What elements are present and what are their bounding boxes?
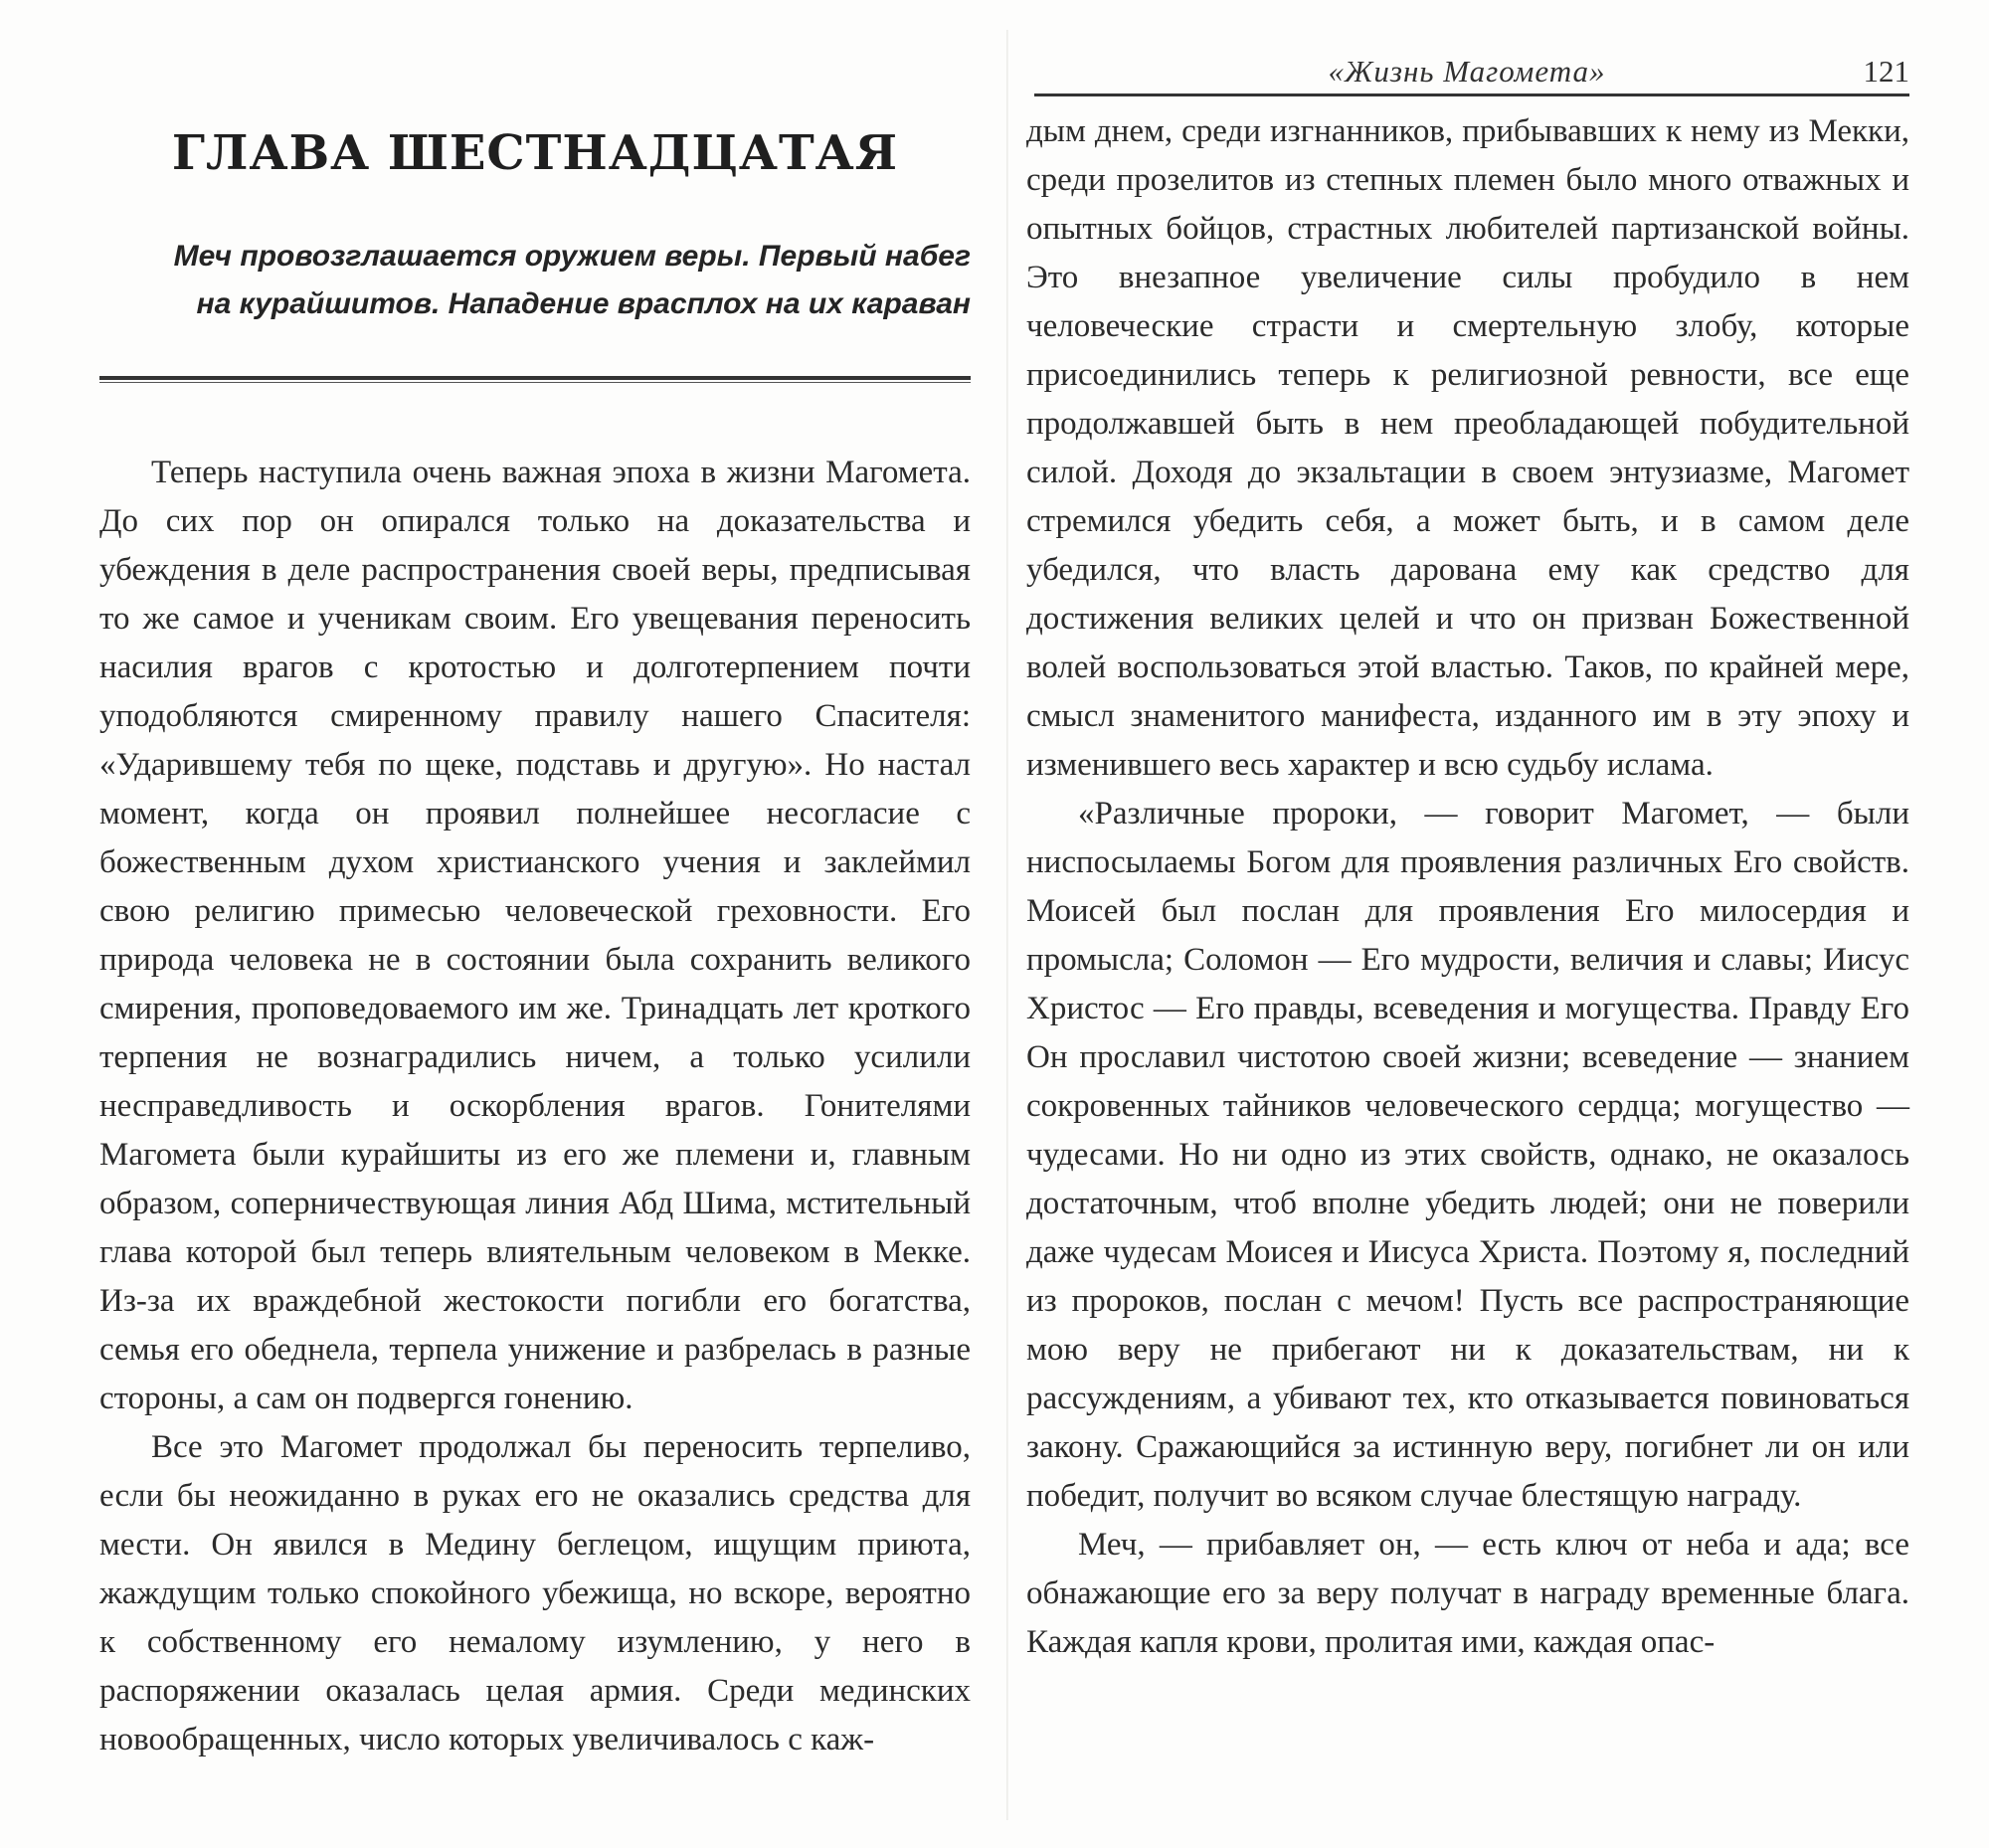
running-title: «Жизнь Магомета» [1328,54,1606,89]
page-number: 121 [1863,54,1909,89]
paragraph: «Различные пророки, — говорит Магомет, — были ниспосылаемы Богом для проявления различных Его свойств. Моисей был послан для проявления Его милосердия и промысла; Соломон — Его мудрости, величия и славы; Иисус Христос — Его правды, всеведения и могущества. Правду Его Он прославил чистотою своей жизни; всеведение — знанием сокровенных тайников человеческого сердца; могущество — чудесами. Но ни одно из этих свойств, однако, не оказалось достаточным, чтоб вполне убедить людей; они не поверили даже чудесам Моисея и Иисуса Христа. Поэтому я, последний из пророков, послан с мечом! Пусть все распространяющие мою веру не прибегают ни к доказательствам, ни к рассуждениям, а убивают тех, кто отказывается повиноваться закону. Сражающийся за истинную веру, погибнет ли он или победит, получит во всяком случае блестящую награду. [1026,796,1909,1514]
left-page [99,99,971,1764]
right-body-text [1026,107,1909,1667]
page-gutter [1006,30,1008,1820]
paragraph: дым днем, среди изгнанников, прибывавших к нему из Мекки, среди прозелитов из степных племен было много отважных и опытных бойцов, страстных любителей партизанской войны. Это внезапное увеличение силы пробудило в нем человеческие страсти и смертельную злобу, которые присоединились теперь к религиозной ревности, все еще продолжавшей быть в нем преобладающей побудительной силой. Доходя до экзальтации в своем энтузиазме, Магомет стремился убедить себя, а может быть, и в самом деле убедился, что власть дарована ему как средство для достижения великих целей и что он призван Божественной волей воспользоваться этой властью. Таков, по крайней мере, смысл знаменитого манифеста, изданного им в эту эпоху и изменившего весь характер и всю судьбу ислама. [1026,113,1909,783]
header-rule [1034,93,1909,96]
paragraph: Теперь наступила очень важная эпоха в жизни Магомета. До сих пор он опирался только на доказательства и убеждения в деле распространения своей веры, предписывая то же самое и ученикам своим. Его увещевания переносить насилия врагов с кротостью и долготерпением почти уподобляются смиренному правилу нашего Спасителя: «Ударившему тебя по щеке, подставь и другую». Но настал момент, когда он проявил полнейшее несогласие с божественным духом христианского учения и заклеймил свою религию примесью человеческой греховности. Его природа человека не в состоянии была сохранить великого смирения, проповедоваемого им же. Тринадцать лет кроткого терпения не вознаградились ничем, а только усилили несправедливость и оскорбления врагов. Гонителями Магомета были курайшиты из его же племени и, главным образом, соперничествующая линия Абд Шима, мстительный глава которой был теперь влиятельным человеком в Мекке. Из-за их враждебной жестокости погибли его богатства, семья его обеднела, терпела унижение и разбрелась в разные стороны, а сам он подвергся гонению. [99,455,971,1416]
paragraph: Меч, — прибавляет он, — есть ключ от неба и ада; все обнажающие его за веру получат в награду временные блага. Каждая капля крови, пролитая ими, каждая опас- [1026,1527,1909,1660]
running-header [1024,50,1909,99]
chapter-divider [99,376,971,383]
right-page [1026,107,1909,1667]
left-body-text [99,449,971,1764]
chapter-title: ГЛАВА ШЕСТНАДЦАТАЯ [171,125,899,181]
chapter-subtitle: Меч провозглашается оружием веры. Первый набег на курайшитов. Нападение врасплох на их караван [173,240,971,320]
paragraph: Все это Магомет продолжал бы переносить терпеливо, если бы неожиданно в руках его не оказались средства для мести. Он явился в Медину беглецом, ищущим приюта, жаждущим только спокойного убежища, но вскоре, вероятно к собственному его немалому изумлению, у него в распоряжении оказалась целая армия. Среди мединских новообращенных, число которых увеличивалось с каж- [99,1429,971,1757]
